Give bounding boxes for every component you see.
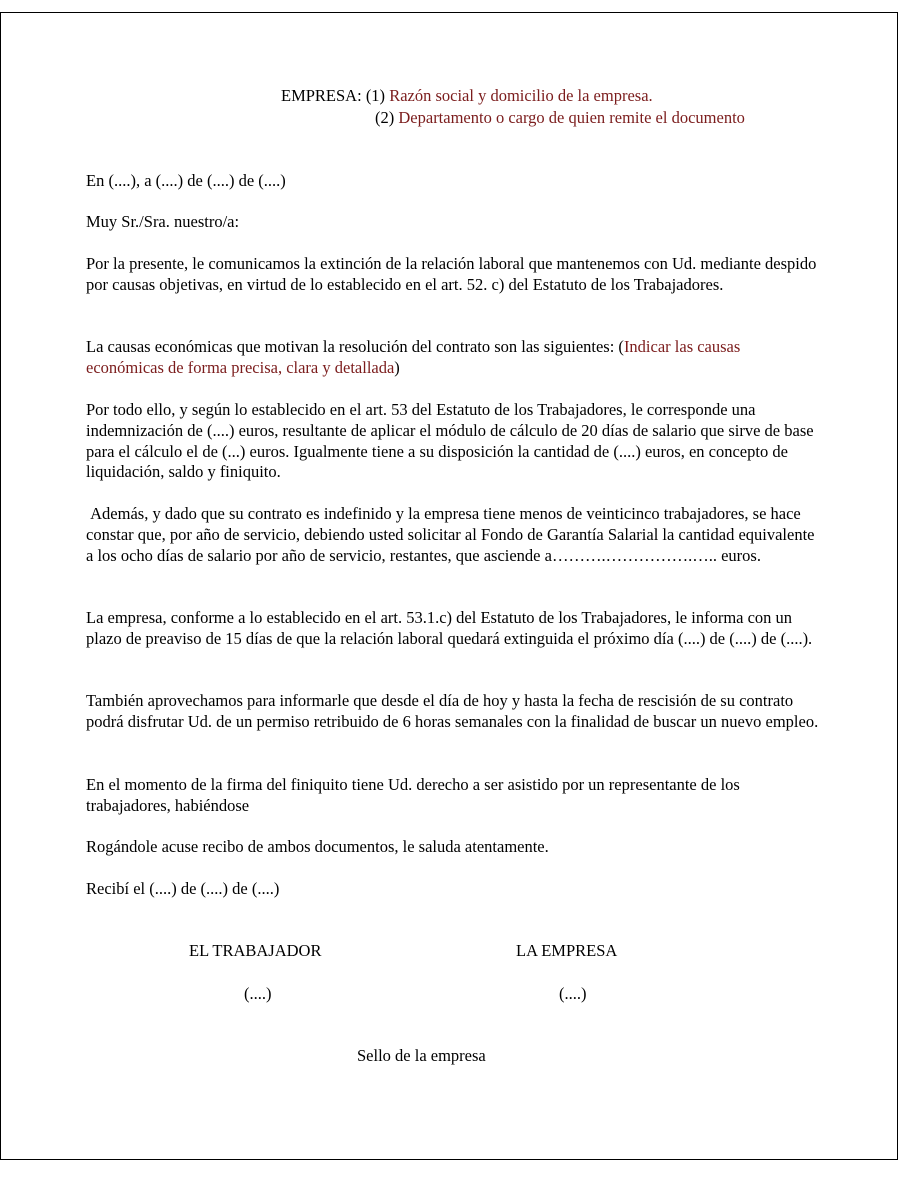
worker-signature-placeholder: (....)	[244, 984, 272, 1003]
salutation: Muy Sr./Sra. nuestro/a:	[86, 212, 240, 231]
paragraph-job-search-leave: También aprovechamos para informarle que desde el día de hoy y hasta la fecha de rescisión de su contrato podrá disfrutar Ud. de un permiso retribuido de 6 horas semanales con la finalidad de buscar un nuevo empleo.	[86, 691, 819, 731]
header-label: EMPRESA:	[281, 86, 362, 105]
paragraph-representative: En el momento de la firma del finiquito tiene Ud. derecho a ser asistido por un representante de los trabajadores, habiéndose	[86, 775, 740, 815]
company-signature-label: LA EMPRESA	[516, 941, 618, 960]
worker-signature-label: EL TRABAJADOR	[189, 941, 322, 960]
paragraph-fogasa: Además, y dado que su contrato es indefinido y la empresa tiene menos de veinticinco trabajadores, se hace constar que, por año de servicio, debiendo usted solicitar al Fondo de Garantía Salarial la cantidad equivalente a los ocho días de salario por año de servicio, restantes, que asciende a……….…………….….. euros.	[86, 504, 819, 565]
header-line-2	[375, 108, 745, 129]
department-placeholder: Departamento o cargo de quien remite el documento	[398, 108, 745, 127]
economic-causes-text: La causas económicas que motivan la resolución del contrato son las siguientes: (	[86, 337, 624, 356]
header-line-1	[281, 86, 653, 107]
company-name-placeholder: Razón social y domicilio de la empresa.	[389, 86, 653, 105]
closing-line: Rogándole acuse recibo de ambos documentos, le saluda atentamente.	[86, 837, 549, 856]
economic-causes-placeholder: Indicar las causas económicas de forma precisa, clara y detallada	[86, 337, 741, 377]
paragraph-compensation: Por todo ello, y según lo establecido en el art. 53 del Estatuto de los Trabajadores, le corresponde una indemnización de (....) euros, resultante de aplicar el módulo de cálculo de 20 días de salario que sirve de base para el cálculo el de (...) euros. Igualmente tiene a su disposición la cantidad de (....) euros, en concepto de liquidación, saldo y finiquito.	[86, 400, 814, 482]
paragraph-dismissal: Por la presente, le comunicamos la extinción de la relación laboral que mantenemos con Ud. mediante despido por causas objetivas, en virtud de lo establecido en el art. 52. c) del Estatuto de los Trabajadores.	[86, 254, 817, 294]
paragraph-notice: La empresa, conforme a lo establecido en el art. 53.1.c) del Estatuto de los Trabajadores, le informa con un plazo de preaviso de 15 días de que la relación laboral quedará extinguida el próximo día (....) de (....) de (....).	[86, 608, 813, 648]
header-line1-number: (1)	[365, 86, 386, 105]
paragraph-economic-causes	[86, 337, 822, 379]
economic-causes-close: )	[394, 357, 400, 377]
receipt-line: Recibí el (....) de (....) de (....)	[86, 879, 280, 898]
header-line2-number: (2)	[375, 108, 395, 127]
company-signature-placeholder: (....)	[559, 984, 587, 1003]
date-line: En (....), a (....) de (....) de (....)	[86, 171, 286, 190]
company-stamp-label: Sello de la empresa	[357, 1046, 486, 1065]
